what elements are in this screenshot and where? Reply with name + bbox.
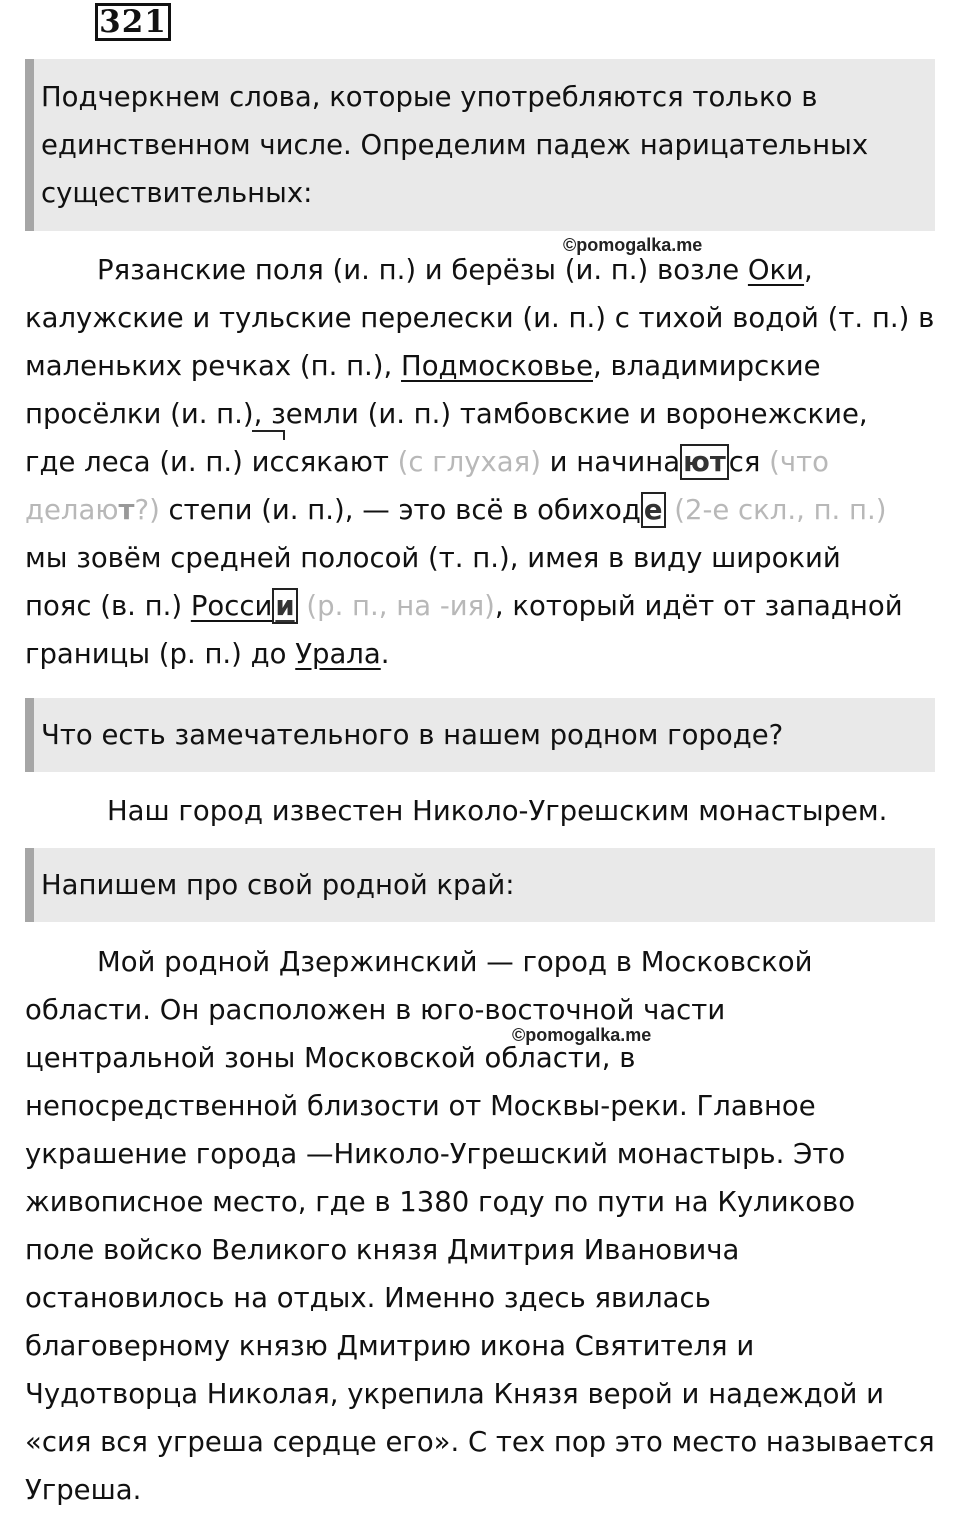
underlined-word: Подмосковье — [401, 350, 593, 382]
answer3-line-5: украшение города —Николо-Угрешский монастырь. Это — [25, 1138, 846, 1170]
text-segment: ся — [728, 446, 761, 478]
task-box-3 — [25, 848, 935, 922]
watermark-1: ©pomogalka.me — [563, 235, 703, 255]
answer1-line-1 — [25, 246, 955, 294]
task1-line-3: существительных: — [41, 177, 313, 209]
answer3-line-7: поле войско Великого князя Дмитрия Ивановича — [25, 1234, 740, 1266]
underlined-word: Урала — [295, 638, 381, 670]
text-segment: , который идёт от западной — [494, 590, 903, 622]
text-segment: , владимирские — [593, 350, 821, 382]
task2-text: Что есть замечательного в нашем родном городе? — [41, 719, 784, 751]
answer1-line-6 — [25, 486, 955, 534]
answer-3-text — [25, 938, 955, 1514]
hint-text: (что — [760, 446, 829, 478]
answer3-line-6: живописное место, где в 1380 году по пути на Куликово — [25, 1186, 856, 1218]
answer1-line-3 — [25, 342, 955, 390]
text-segment: границы (р. п.) до — [25, 638, 296, 670]
ending-box: и — [272, 588, 297, 624]
ending-box: е — [641, 492, 666, 528]
answer3-line-4: непосредственной близости от Москвы-реки. Главное — [25, 1090, 816, 1122]
answer1-line-2: калужские и тульские перелески (и. п.) с тихой водой (т. п.) в — [25, 302, 935, 334]
hint-text: делаю — [25, 494, 119, 526]
hint-text: (2-е скл., п. п.) — [665, 494, 887, 526]
answer1-line-7: мы зовём средней полосой (т. п.), имея в виду широкий — [25, 542, 841, 574]
answer3-line-3: центральной зоны Московской области, в — [25, 1042, 636, 1074]
underlined-word: Росси — [190, 590, 273, 622]
answer1-line-4: просёлки (и. п.), земли (и. п.) тамбовские и воронежские, — [25, 398, 868, 430]
answer1-line-9 — [25, 630, 955, 678]
answer2-line: Наш город известен Николо-Угрешским монастырем. — [107, 795, 888, 827]
answer3-line-1: Мой родной Дзержинский — город в Московской — [97, 946, 813, 978]
answer1-line-8 — [25, 582, 955, 630]
answer3-line-11: «сия вся угреша сердце его». С тех пор это место называется — [25, 1426, 935, 1458]
text-segment: Рязанские поля (и. п.) и берёзы (и. п.) возле — [97, 254, 748, 286]
text-segment: и начина — [540, 446, 681, 478]
text-segment: . — [380, 638, 390, 670]
answer3-line-10: Чудотворца Николая, укрепила Князя верой и надеждой и — [25, 1378, 884, 1410]
text-segment: степи (и. п.), — это всё в обиход — [159, 494, 641, 526]
watermark-2: ©pomogalka.me — [512, 1025, 652, 1045]
text-segment: , — [804, 254, 813, 286]
text-segment: пояс (в. п.) — [25, 590, 191, 622]
answer3-line-12: Угреша. — [25, 1474, 142, 1506]
ending-box: ют — [680, 444, 729, 480]
text-segment: сякают — [284, 446, 389, 478]
answer3-line-9: благоверному князю Дмитрию икона Святителя и — [25, 1330, 755, 1362]
hint-text: (с глухая) — [388, 446, 541, 478]
task-box-2 — [25, 698, 935, 772]
answer1-line-5 — [25, 438, 955, 486]
task3-text: Напишем про свой родной край: — [41, 869, 515, 901]
answer-1-text — [25, 246, 955, 678]
task-box-1 — [25, 59, 935, 231]
text-segment: где леса (и. п.) — [25, 446, 252, 478]
text-segment: маленьких речках (п. п.), — [25, 350, 402, 382]
answer-2-text — [25, 787, 955, 835]
underlined-word: Оки — [747, 254, 805, 286]
hint-text: (р. п., на -ия) — [297, 590, 495, 622]
answer3-line-2: области. Он расположен в юго-восточной части — [25, 994, 726, 1026]
hint-ending: т — [118, 494, 135, 526]
answer3-line-8: остановилось на отдых. Именно здесь явилась — [25, 1282, 711, 1314]
task1-line-2: единственном числе. Определим падеж нарицательных — [41, 129, 869, 161]
exercise-number: 321 — [95, 3, 171, 41]
hint-text: ?) — [134, 494, 160, 526]
task1-line-1: Подчеркнем слова, которые употребляются только в — [41, 81, 818, 113]
prefix-mark: ис — [252, 438, 285, 486]
